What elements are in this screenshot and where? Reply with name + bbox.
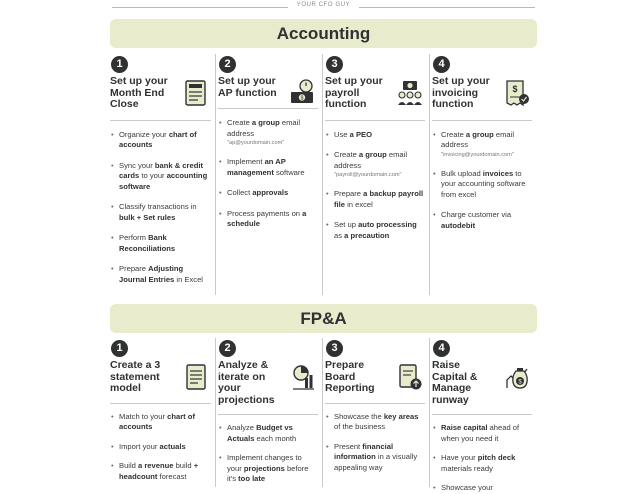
step-title: Set up your AP function	[218, 75, 277, 99]
list-item: • Sync your bank & credit cards to your accounting software	[110, 161, 211, 193]
step-number: 3	[326, 340, 343, 357]
svg-text:$: $	[518, 379, 522, 386]
fpa-step-2	[215, 338, 322, 487]
bullet-list	[325, 412, 425, 474]
brand-text: YOUR CFO GUY	[296, 2, 351, 8]
svg-text:$: $	[300, 95, 304, 102]
step-title: Create a 3 statement model	[110, 359, 161, 394]
column-divider	[325, 120, 425, 121]
list-item: • Showcase your	[432, 483, 532, 494]
list-item: • Create a group email address "payroll@yourdomain.com"	[325, 150, 425, 179]
accounting-step-4	[429, 54, 536, 295]
invoice-dollar-icon	[504, 78, 530, 108]
list-item: • Import your actuals	[110, 442, 211, 453]
list-item: • Present financial information in a visually appealing way	[325, 442, 425, 474]
accounting-section	[108, 54, 536, 295]
list-item: • Raise capital ahead of when you need it	[432, 423, 532, 444]
list-item: • Build a revenue build + headcount forecast	[110, 461, 211, 482]
list-item: • Implement changes to your projections before it's too late	[218, 453, 318, 485]
step-title: Set up your payroll function	[325, 75, 383, 110]
list-item: • Implement an AP management software	[218, 157, 318, 178]
money-bag-growth-icon	[504, 362, 530, 392]
list-item: • Perform Bank Reconciliations	[110, 233, 211, 254]
step-number: 2	[219, 56, 236, 73]
svg-text:$: $	[512, 84, 518, 94]
bullet-list	[218, 118, 318, 230]
step-number: 3	[326, 56, 343, 73]
accounting-step-1	[108, 54, 215, 295]
step-number: 2	[219, 340, 236, 357]
list-item: • Match to your chart of accounts	[110, 412, 211, 433]
fpa-step-3	[322, 338, 429, 487]
column-divider	[325, 403, 425, 404]
list-item: • Analyze Budget vs Actuals each month	[218, 423, 318, 444]
report-upload-icon	[397, 362, 423, 392]
bullet-list	[325, 130, 425, 242]
column-divider	[432, 120, 532, 121]
column-divider	[432, 414, 532, 415]
bullet-list	[218, 423, 318, 485]
list-item: • Prepare a backup payroll file in excel	[325, 189, 425, 210]
list-item: • Set up auto processing as a precaution	[325, 220, 425, 241]
step-number: 4	[433, 340, 450, 357]
step-title: Set up your invoicing function	[432, 75, 490, 110]
step-number: 4	[433, 56, 450, 73]
document-checklist-icon	[183, 78, 209, 108]
bullet-list	[110, 412, 211, 483]
list-item: • Use a PEO	[325, 130, 425, 141]
list-item: • Organize your chart of accounts	[110, 130, 211, 151]
list-item: • Have your pitch deck materials ready	[432, 453, 532, 474]
list-item: • Showcase the key areas of the business	[325, 412, 425, 433]
fpa-heading: FP&A	[110, 304, 537, 333]
list-item: • Create a group email address "invoicing@yourdomain.com"	[432, 130, 532, 159]
accounting-heading: Accounting	[110, 19, 537, 48]
list-item: • Prepare Adjusting Journal Entries in Excel	[110, 264, 211, 285]
step-number: 1	[111, 340, 128, 357]
step-title: Set up your Month End Close	[110, 75, 168, 110]
header-rule	[112, 0, 535, 14]
column-divider	[218, 414, 318, 415]
list-item: • Collect approvals	[218, 188, 318, 199]
cash-stopwatch-icon	[290, 78, 316, 108]
header-rule-right	[359, 7, 535, 8]
list-item: • Charge customer via autodebit	[432, 210, 532, 231]
step-title: Analyze & iterate on your projections	[218, 359, 275, 406]
list-item: • Classify transactions in bulk + Set rules	[110, 202, 211, 223]
list-item: • Create a group email address "ap@yourdomain.com"	[218, 118, 318, 147]
step-title: Raise Capital & Manage runway	[432, 359, 478, 406]
bullet-list	[432, 130, 532, 232]
fpa-step-4	[429, 338, 536, 492]
column-divider	[218, 108, 318, 109]
statement-document-icon	[183, 362, 209, 392]
fpa-section	[108, 338, 536, 492]
list-item: • Process payments on a schedule	[218, 209, 318, 230]
list-item: • Bulk upload invoices to your accounting software from excel	[432, 169, 532, 201]
bullet-list	[110, 130, 211, 286]
column-divider	[110, 120, 211, 121]
bullet-list	[432, 423, 532, 494]
step-title: Prepare Board Reporting	[325, 359, 375, 394]
payroll-people-icon	[397, 78, 423, 108]
accounting-step-3	[322, 54, 429, 295]
chart-magnifier-icon	[290, 362, 316, 392]
column-divider	[110, 403, 211, 404]
step-number: 1	[111, 56, 128, 73]
fpa-step-1	[108, 338, 215, 487]
accounting-step-2	[215, 54, 322, 295]
